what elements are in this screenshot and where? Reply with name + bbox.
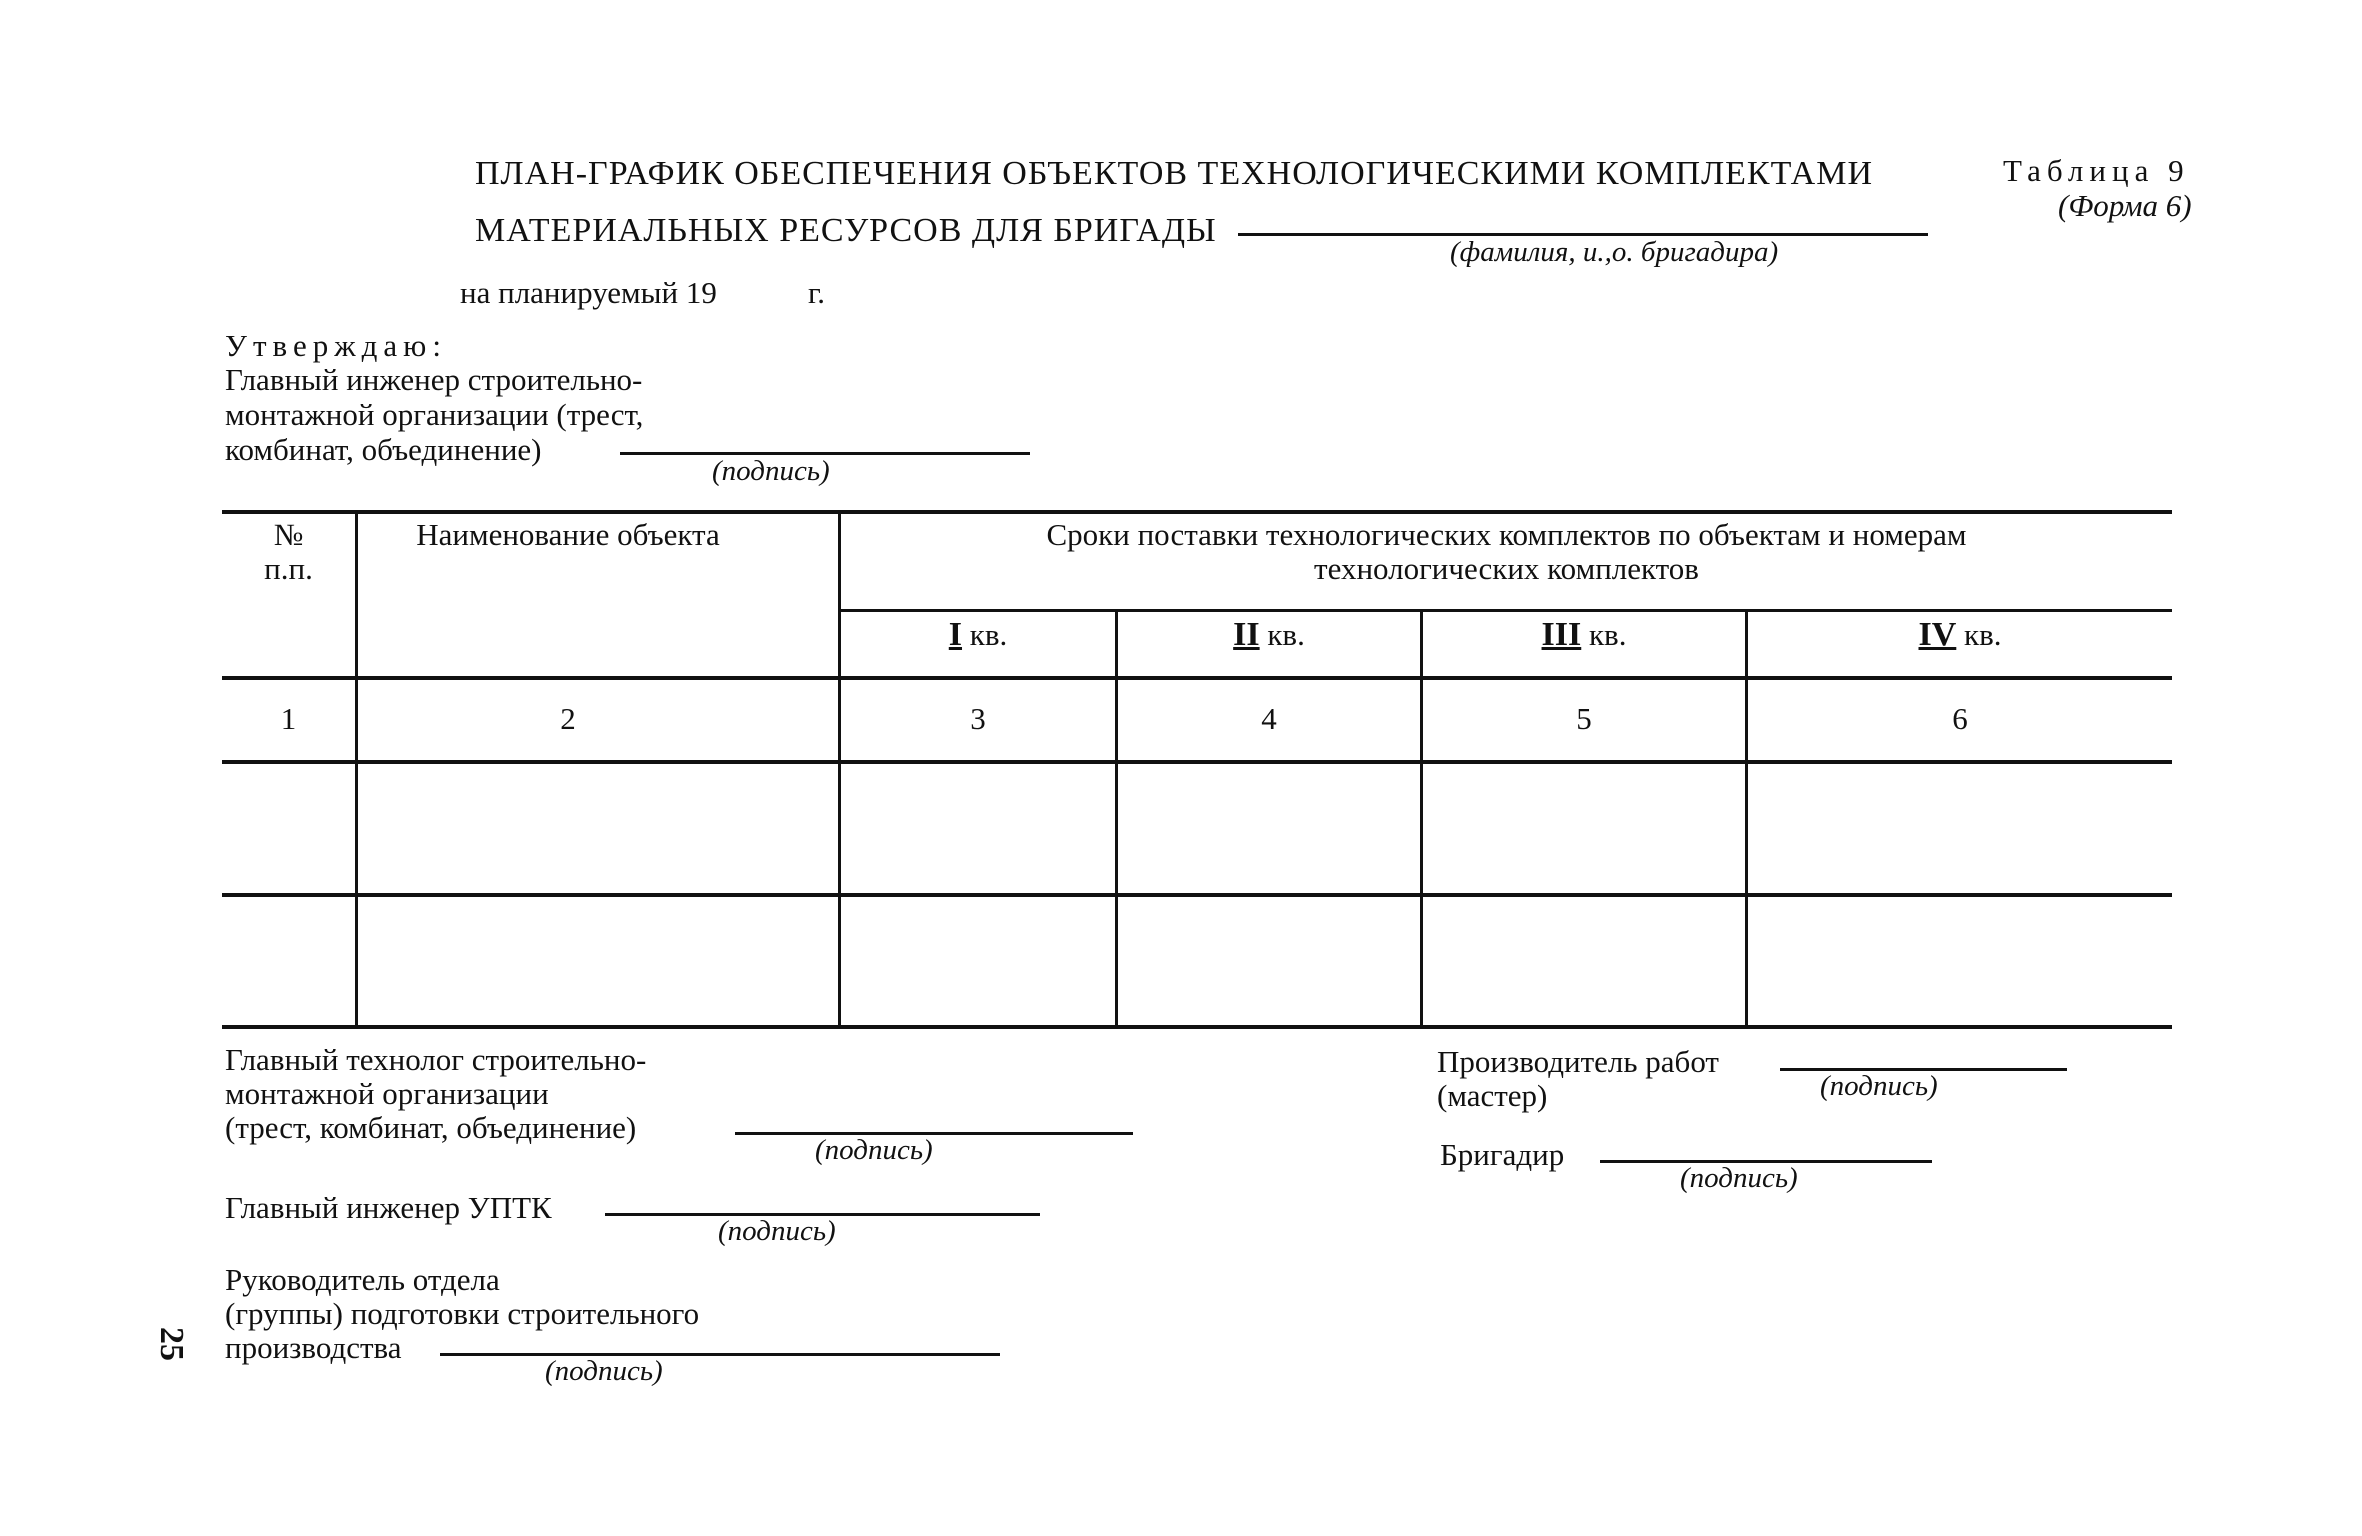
col-number-5: 5 xyxy=(1576,701,1592,736)
col-divider-2 xyxy=(838,512,841,1027)
head-signature-hint: (подпись) xyxy=(545,1355,663,1387)
header-col-num-line2: п.п. xyxy=(264,551,313,586)
foreman-signature-hint: (подпись) xyxy=(1820,1070,1938,1102)
head-line3: производства xyxy=(225,1330,402,1365)
quarter-2-numeral: II xyxy=(1233,616,1260,653)
header-col-terms-line2: технологических комплектов xyxy=(1314,551,1699,586)
col-divider-1 xyxy=(355,512,358,1027)
quarter-3-header xyxy=(1423,618,1745,652)
quarter-4-header xyxy=(1748,618,2172,652)
col-number-2: 2 xyxy=(560,701,576,736)
col-divider-5 xyxy=(1745,610,1748,1027)
col-number-3: 3 xyxy=(970,701,986,736)
technologist-line2: монтажной организации xyxy=(225,1076,549,1111)
header-col-terms-line1: Сроки поставки технологических комплектов по объектам и номерам xyxy=(1046,517,1967,552)
quarter-3-numeral: III xyxy=(1541,616,1582,653)
col-number-6: 6 xyxy=(1952,701,1968,736)
quarter-header-rule xyxy=(838,609,2172,612)
document-title-line1: ПЛАН-ГРАФИК ОБЕСПЕЧЕНИЯ ОБЪЕКТОВ ТЕХНОЛОГИЧЕСКИМИ КОМПЛЕКТАМИ xyxy=(475,155,1874,192)
page-number: 25 xyxy=(153,1327,190,1361)
table-label: Таблица 9 xyxy=(2003,153,2190,188)
planned-year-label: на планируемый 19 xyxy=(460,275,717,310)
quarter-1-header xyxy=(841,618,1115,652)
technologist-line1: Главный технолог строительно- xyxy=(225,1042,647,1077)
technologist-signature-hint: (подпись) xyxy=(815,1134,933,1166)
head-line1: Руководитель отдела xyxy=(225,1262,500,1297)
numbers-row-rule xyxy=(222,760,2172,764)
row1-bottom-rule xyxy=(222,893,2172,897)
technologist-signature-line xyxy=(735,1132,1133,1135)
uptk-label: Главный инженер УПТК xyxy=(225,1190,552,1225)
quarter-4-numeral: IV xyxy=(1918,616,1957,653)
header-col-name: Наименование объекта xyxy=(416,517,720,552)
quarter-2-header xyxy=(1118,618,1420,652)
quarter-4-suffix: кв. xyxy=(1964,617,2002,652)
form-label: (Форма 6) xyxy=(2058,188,2192,223)
foreman-line2: (мастер) xyxy=(1437,1078,1548,1113)
header-col-num xyxy=(222,518,355,586)
col-divider-3 xyxy=(1115,610,1118,1027)
header-col-num-line1: № xyxy=(273,517,304,552)
table-top-rule xyxy=(222,510,2172,514)
approval-line2: монтажной организации (трест, xyxy=(225,397,644,432)
approval-signature-hint: (подпись) xyxy=(712,455,830,487)
brigadier-label: Бригадир xyxy=(1440,1137,1565,1172)
quarter-2-suffix: кв. xyxy=(1267,617,1305,652)
quarter-1-numeral: I xyxy=(948,616,963,653)
header-bottom-rule xyxy=(222,676,2172,680)
col-divider-4 xyxy=(1420,610,1423,1027)
table-bottom-rule xyxy=(222,1025,2172,1029)
approve-label: Утверждаю: xyxy=(225,328,447,363)
approval-line1: Главный инженер строительно- xyxy=(225,362,643,397)
brigadier-signature-hint: (подпись) xyxy=(1680,1162,1798,1194)
header-col-terms xyxy=(841,518,2172,586)
col-number-1: 1 xyxy=(280,701,297,736)
foreman-line1: Производитель работ xyxy=(1437,1044,1719,1079)
quarter-3-suffix: кв. xyxy=(1589,617,1627,652)
year-suffix: г. xyxy=(808,275,825,310)
approval-line3: комбинат, объединение) xyxy=(225,432,542,467)
col-number-4: 4 xyxy=(1261,701,1277,736)
document-title-line2: МАТЕРИАЛЬНЫХ РЕСУРСОВ ДЛЯ БРИГАДЫ xyxy=(475,212,1217,249)
quarter-1-suffix: кв. xyxy=(969,617,1008,652)
uptk-signature-hint: (подпись) xyxy=(718,1215,836,1247)
head-signature-line xyxy=(440,1353,1000,1356)
head-line2: (группы) подготовки строительного xyxy=(225,1296,700,1331)
technologist-line3: (трест, комбинат, объединение) xyxy=(225,1110,637,1145)
brigadier-name-hint: (фамилия, и.,о. бригадира) xyxy=(1450,236,1779,268)
